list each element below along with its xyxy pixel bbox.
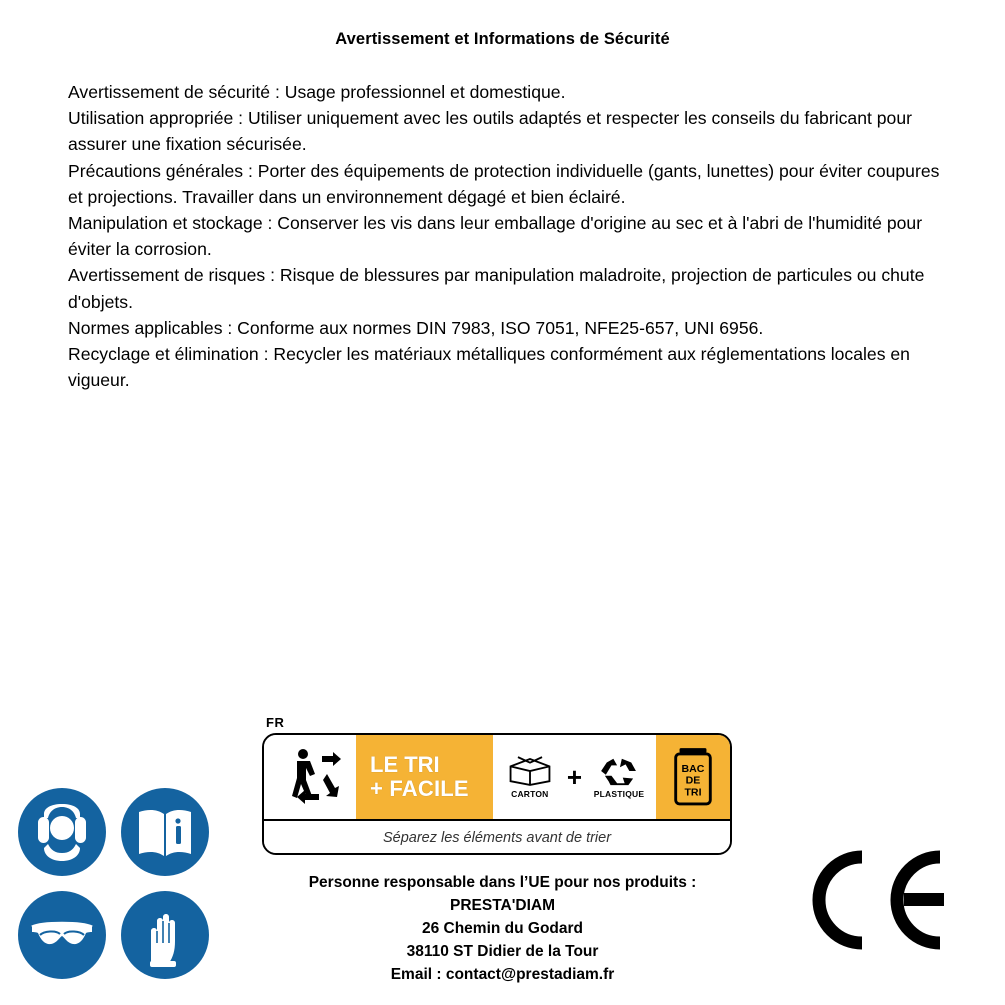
triman-materials-panel xyxy=(493,735,656,819)
paragraph-applicable-standards: Normes applicables : Conforme aux normes DIN 7983, ISO 7051, NFE25-657, UNI 6956. xyxy=(68,317,764,338)
triman-material-plastique xyxy=(588,755,650,799)
triman-slogan-line2: + FACILE xyxy=(370,776,469,801)
paragraph-general-precautions: Précautions générales : Porter des équipements de protection individuelle (gants, lunettes) pour éviter coupures et projections. Travailler dans un environnement dégagé et bien éclairé. xyxy=(68,160,940,207)
triman-recycling-label xyxy=(262,715,732,855)
triman-material-carton-label: CARTON xyxy=(511,789,549,799)
triman-label-box xyxy=(262,733,732,855)
responsible-address-line1: 26 Chemin du Godard xyxy=(421,919,584,937)
paragraph-safety-warning: Avertissement de sécurité : Usage professionnel et domestique. xyxy=(68,82,566,102)
triman-bin-panel xyxy=(656,735,730,819)
responsible-heading-suffix: pour nos produits : xyxy=(549,874,697,891)
svg-text:DE: DE xyxy=(685,774,701,787)
ce-mark-icon xyxy=(800,845,950,955)
responsible-email: Email : contact@prestadiam.fr xyxy=(390,965,615,983)
triman-figure-icon xyxy=(264,735,356,819)
paragraph-handling-storage: Manipulation et stockage : Conserver les vis dans leur emballage d'origine au sec et à l'abri de l'humidité pour éviter la corrosion. xyxy=(68,213,923,260)
triman-slogan xyxy=(356,753,469,801)
triman-separator: + xyxy=(566,762,582,792)
triman-slogan-line1: LE TRI xyxy=(370,752,440,778)
page-title: Avertissement et Informations de Sécurité xyxy=(335,30,670,48)
responsible-address-line2: 38110 ST Didier de la Tour xyxy=(406,942,599,960)
triman-footer xyxy=(264,819,730,855)
triman-footer-text: Séparez les éléments avant de trier xyxy=(382,830,612,846)
svg-text:TRI: TRI xyxy=(684,786,702,799)
svg-text:BAC: BAC xyxy=(681,763,705,776)
triman-material-carton xyxy=(499,755,561,799)
triman-upper-row xyxy=(264,735,730,819)
responsible-heading-eu: UE xyxy=(528,874,550,891)
responsible-heading-prefix: Personne responsable dans l’ xyxy=(308,874,529,891)
ear-protection-icon xyxy=(18,788,106,876)
triman-material-plastique-label: PLASTIQUE xyxy=(593,789,645,799)
read-instructions-icon xyxy=(121,788,209,876)
paragraph-risk-warning: Avertissement de risques : Risque de blessures par manipulation maladroite, projection de particules ou chute d'objets. xyxy=(68,265,925,312)
paragraph-recycling-disposal: Recyclage et élimination : Recycler les matériaux métalliques conformément aux réglementations locales en vigueur. xyxy=(68,344,910,391)
triman-language-code: FR xyxy=(266,715,285,730)
responsible-company: PRESTA'DIAM xyxy=(449,896,555,914)
triman-slogan-panel xyxy=(356,735,493,819)
paragraph-appropriate-use: Utilisation appropriée : Utiliser uniquement avec les outils adaptés et respecter les conseils du fabricant pour assurer une fixation sécurisée. xyxy=(68,108,912,155)
safety-information-text xyxy=(68,79,958,393)
